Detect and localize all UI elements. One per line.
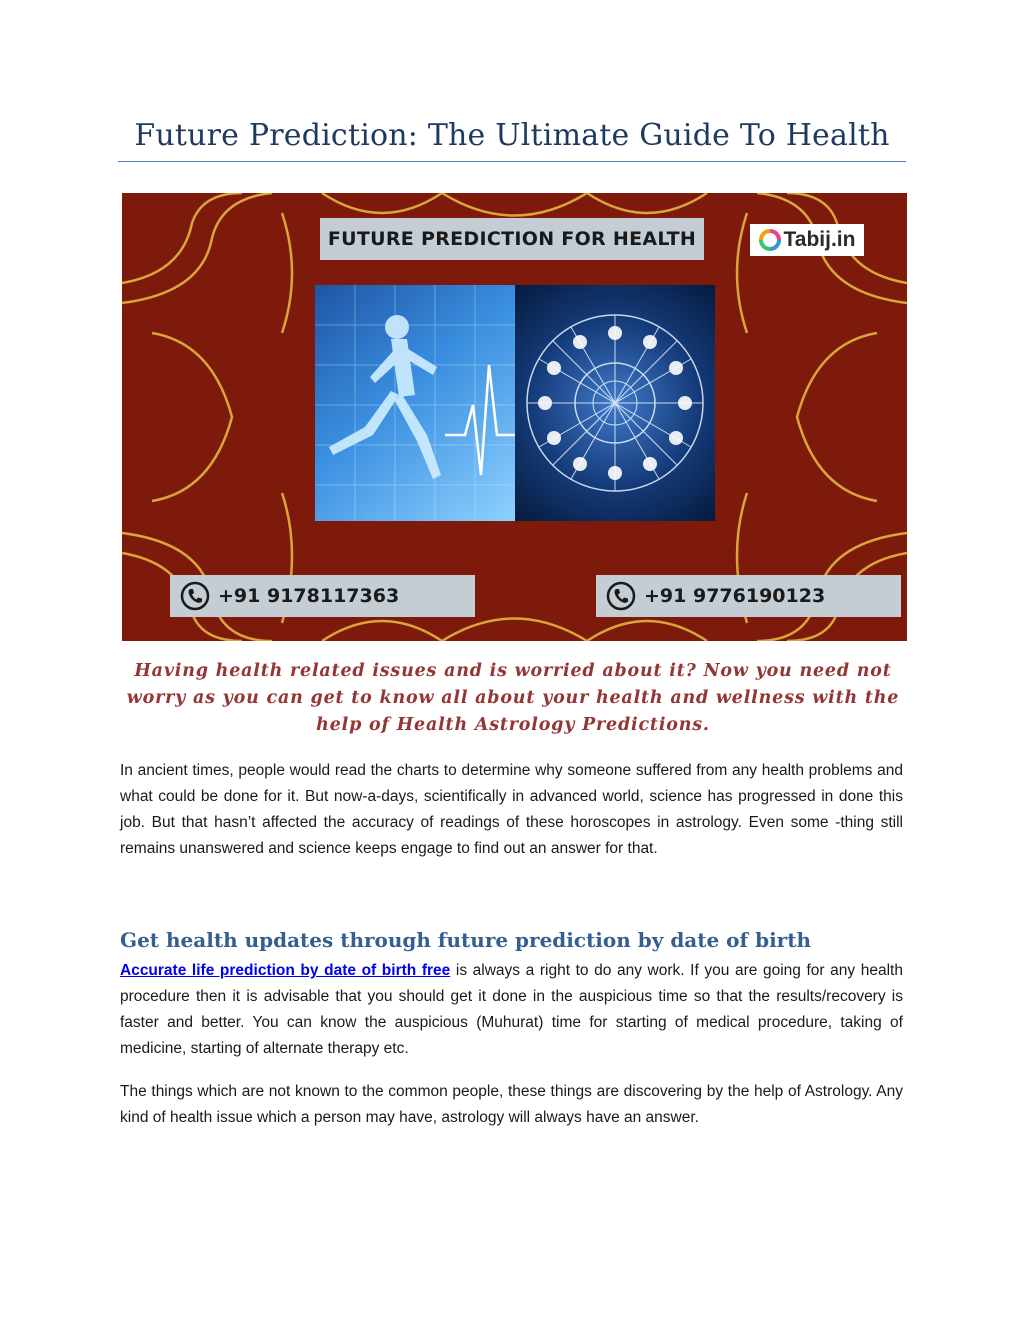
- paragraph-astrology-answer: The things which are not known to the common people, these things are discovering by the help of Astrology. Any kind of health issue which a person may have, astrology will always have an answer.: [120, 1083, 903, 1126]
- intro-callout: Having health related issues and is worried about it? Now you need not worry as you can get to know all about your health and wellness with the help of Health Astrology Predictions.: [126, 661, 900, 735]
- phone-right-box: [596, 575, 901, 617]
- phone-icon: [606, 581, 636, 611]
- paragraph-muhurat: [120, 958, 903, 1062]
- zodiac-wheel-icon: [515, 285, 715, 521]
- paragraph-muhurat-text: is always a right to do any work. If you are going for any health procedure then it is advisable that you should get it done in the auspicious time so that the results/recovery is faster and better. You can know the auspicious (Muhurat) time for starting of medical procedure, taking of medicine, starting of alternate therapy etc.: [120, 962, 903, 1057]
- phone-left-box: [170, 575, 475, 617]
- health-prediction-banner: [122, 193, 907, 641]
- running-skeleton-image: [315, 285, 515, 521]
- banner-heading: FUTURE PREDICTION FOR HEALTH: [327, 228, 697, 250]
- banner-title-box: [320, 218, 704, 260]
- life-prediction-link[interactable]: Accurate life prediction by date of birth free: [120, 962, 451, 979]
- tabij-logo-icon: [759, 229, 781, 251]
- zodiac-wheel-image: [515, 285, 715, 521]
- phone-number-left: +91 9178117363: [218, 585, 400, 607]
- page-title: Future Prediction: The Ultimate Guide To Health: [118, 118, 906, 162]
- phone-number-right: +91 9776190123: [644, 585, 826, 607]
- section-heading: Get health updates through future prediction by date of birth: [120, 928, 811, 952]
- phone-icon: [180, 581, 210, 611]
- running-figure-icon: [315, 285, 515, 521]
- brand-logo: [750, 224, 864, 256]
- paragraph-ancient-times: In ancient times, people would read the charts to determine why someone suffered from any health problems and what could be done for it. But now-a-days, scientifically in advanced world, science has progressed in done this job. But that hasn’t affected the accuracy of readings of these horoscopes in astrology. Even some -thing still remains unanswered and science keeps engage to find out an answer for that.: [120, 762, 903, 857]
- brand-name: Tabij.in: [783, 228, 856, 251]
